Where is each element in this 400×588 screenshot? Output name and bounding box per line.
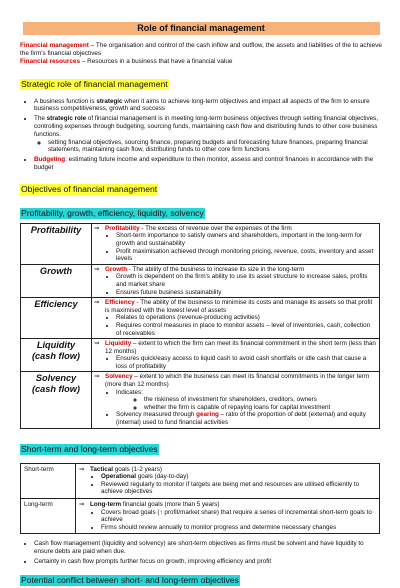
objectives-section xyxy=(20,179,382,429)
definition-line xyxy=(94,373,377,388)
subheading: Profitability, growth, efficiency, liquidity, solvency xyxy=(21,207,204,218)
list-item: • Firms should review annually to monitor progress and determine necessary changes xyxy=(101,524,376,532)
term: Efficiency xyxy=(105,299,135,307)
term: Liquidity xyxy=(105,340,132,348)
term: Solvency xyxy=(105,373,133,381)
list-item: • Indicates: ◦ the riskiness of investment for shareholders, creditors, owners ◦ whether the firm is capable of repaying loans for capital investment xyxy=(116,389,377,412)
objective-name: Solvency (cash flow) xyxy=(21,372,92,428)
list-item xyxy=(34,98,382,114)
list-item: • Reviewed regularly to monitor if targets are being met and resources are utilised efficiently to achieve objectives xyxy=(101,481,376,496)
text: – ratio of the proportion of debt (external) and equity (internal) used to fund financial activities xyxy=(116,411,366,427)
definition-line xyxy=(94,266,377,274)
definition-financial-resources xyxy=(20,58,382,66)
sub-list xyxy=(34,139,382,155)
text: Solvency measured through xyxy=(116,411,197,419)
text: Tactical xyxy=(90,465,113,473)
objective-details xyxy=(92,223,380,264)
row-label: Short-term xyxy=(21,463,76,498)
definition xyxy=(105,340,377,355)
row-label: Long-term xyxy=(21,499,76,534)
short-long-table xyxy=(20,463,380,535)
arrow-icon: ⇒ xyxy=(94,340,100,348)
objective-details xyxy=(92,298,380,339)
objective-details xyxy=(92,339,380,372)
cash-flow-bullets xyxy=(20,540,382,565)
definition xyxy=(105,299,377,314)
text: The xyxy=(34,115,47,123)
definition-text: – Resources in a business that have a financial value xyxy=(80,58,233,66)
section-heading: Objectives of financial management xyxy=(21,183,158,194)
list-item: • Ensures quick/easy access to liquid cash to avoid cash shortfalls or idle cash that cause a loss of profitability xyxy=(116,355,377,370)
text: financial goals (more than 5 years) xyxy=(121,501,220,508)
section-heading: Strategic role of financial management xyxy=(21,78,168,89)
list xyxy=(94,232,377,262)
list-item: • Profit maximisation achieved through monitoring pricing, revenue, costs, inventory and asset levels xyxy=(116,248,377,263)
text: A business function is xyxy=(34,97,97,105)
text: : estimating future income and expenditure to then monitor, assess and control finances in accordance with the budget xyxy=(34,156,374,171)
sub-list xyxy=(116,396,377,411)
page-title: Role of financial management xyxy=(23,22,380,35)
objective-name: Efficiency xyxy=(21,298,92,339)
list-item: • Certainty in cash flow prompts further focus on growth, improving efficiency and profit xyxy=(34,558,382,566)
list-item xyxy=(101,473,376,481)
short-long-section xyxy=(20,439,382,588)
table-row xyxy=(21,339,380,372)
text: goals (1-2 years) xyxy=(112,465,162,473)
page xyxy=(0,22,400,588)
list-item: • Requires control measures in place to monitor assets – level of inventories, cash, collection of receivables xyxy=(116,322,377,337)
list-item: • Growth is dependent on the firm's ability to use its asset structure to increase sales, profits and market share xyxy=(116,273,377,288)
definition-financial-management xyxy=(20,42,382,58)
text: of financial management is in meeting long-term business objectives through setting financial objectives, controlling expenses through budgeting, sourcing funds, maintaining cash flow and distributing funds to other core business functions. xyxy=(34,115,379,138)
definition-line xyxy=(94,225,377,233)
term: Growth xyxy=(105,265,128,273)
text: when it aims to achieve long-term objectives and impact all aspects of the firm to ensure business competitiveness, growth and success xyxy=(34,97,370,113)
list xyxy=(94,314,377,337)
definition-text: - The excess of revenue over the expenses of the firm xyxy=(139,224,292,232)
row-content xyxy=(76,499,380,534)
term: gearing xyxy=(196,411,219,419)
table-row xyxy=(21,264,380,297)
list-item: • Cash flow management (liquidity and solvency) are short-term objectives as firms must be solvent and have liquidity to ensure debts are paid when due. xyxy=(34,540,382,556)
definition-text: - The ability of the business to increase its size in the long-term xyxy=(127,265,305,273)
strategic-bullets xyxy=(20,98,382,172)
text: goals (day-to-day) xyxy=(136,473,189,481)
text: strategic role xyxy=(46,115,87,123)
list xyxy=(94,355,377,370)
arrow-icon: ⇒ xyxy=(79,465,85,473)
list-item: • Relates to operations (revenue-producing activities) xyxy=(116,314,377,322)
objective-name: Liquidity (cash flow) xyxy=(21,339,92,372)
term: Financial management xyxy=(20,42,89,49)
table-row xyxy=(21,372,380,428)
row-content xyxy=(76,463,380,498)
list xyxy=(94,273,377,296)
definition xyxy=(105,225,292,233)
objective-details xyxy=(92,372,380,428)
list-item: • Ensures future business sustainability xyxy=(116,289,377,297)
list-item xyxy=(116,411,377,426)
definition xyxy=(105,266,304,274)
objective-name: Growth xyxy=(21,264,92,297)
text: Operational xyxy=(101,473,136,481)
section-heading: Short-term and long-term objectives xyxy=(21,443,158,454)
arrow-icon: ⇒ xyxy=(94,265,100,273)
strategic-section xyxy=(20,74,382,172)
list xyxy=(94,389,377,427)
objectives-table xyxy=(20,223,380,429)
table-row xyxy=(21,298,380,339)
arrow-icon: ⇒ xyxy=(94,373,100,381)
table-row xyxy=(21,499,380,534)
text: strategic xyxy=(96,97,123,105)
list-item xyxy=(34,115,382,154)
list-item: ◦ setting financial objectives, sourcing finance, preparing budgets and forecasting future finances, preparing financial statements, maintaining cash flow, distributing funds to other core firm functions xyxy=(48,139,382,155)
definitions xyxy=(20,42,382,67)
definition-text: – The organisation and control of the cash inflow and outflow, the assets and liabilities of the to achieve the firm's financial objectives xyxy=(20,42,382,58)
definition-line xyxy=(94,299,377,314)
objective-details xyxy=(92,264,380,297)
arrow-icon: ⇒ xyxy=(94,224,100,232)
arrow-icon: ⇒ xyxy=(94,299,100,307)
list xyxy=(79,509,376,532)
term: Profitability xyxy=(105,224,140,232)
definition xyxy=(105,373,377,388)
definition-text: – extent to which the firm can meet its financial commitment in the short term (less than 12 months) xyxy=(105,340,376,355)
list xyxy=(79,473,376,496)
arrow-icon: ⇒ xyxy=(79,501,85,508)
definition-text: - The ability of the business to minimise its costs and manage its assets so that profit is maximised with the lowest level of assets xyxy=(105,299,373,314)
section-heading: Potential conflict between short- and long-term objectives xyxy=(21,574,239,585)
term: Financial resources xyxy=(20,58,81,66)
definition-text: – extent to which the business can meet its financial commitments in the longer term (more than 12 months) xyxy=(105,373,370,389)
list-item xyxy=(34,156,382,172)
objective-name: Profitability xyxy=(21,223,92,264)
list-item: ◦ whether the firm is capable of repaying loans for capital investment xyxy=(144,404,377,412)
list-item: ◦ the riskiness of investment for shareholders, creditors, owners xyxy=(144,396,377,404)
term: Budgeting xyxy=(34,156,66,164)
table-row xyxy=(21,463,380,498)
table-row xyxy=(21,223,380,264)
text: Long-term xyxy=(90,501,122,508)
list-item: • Short-term importance to satisfy owners and shareholders, important in the long-term for growth and sustainability xyxy=(116,232,377,247)
list-item: • Covers broad goals (↑ profit/market share) that require a series of incremental short-term goals to achieve xyxy=(101,509,376,524)
definition-line xyxy=(94,340,377,355)
